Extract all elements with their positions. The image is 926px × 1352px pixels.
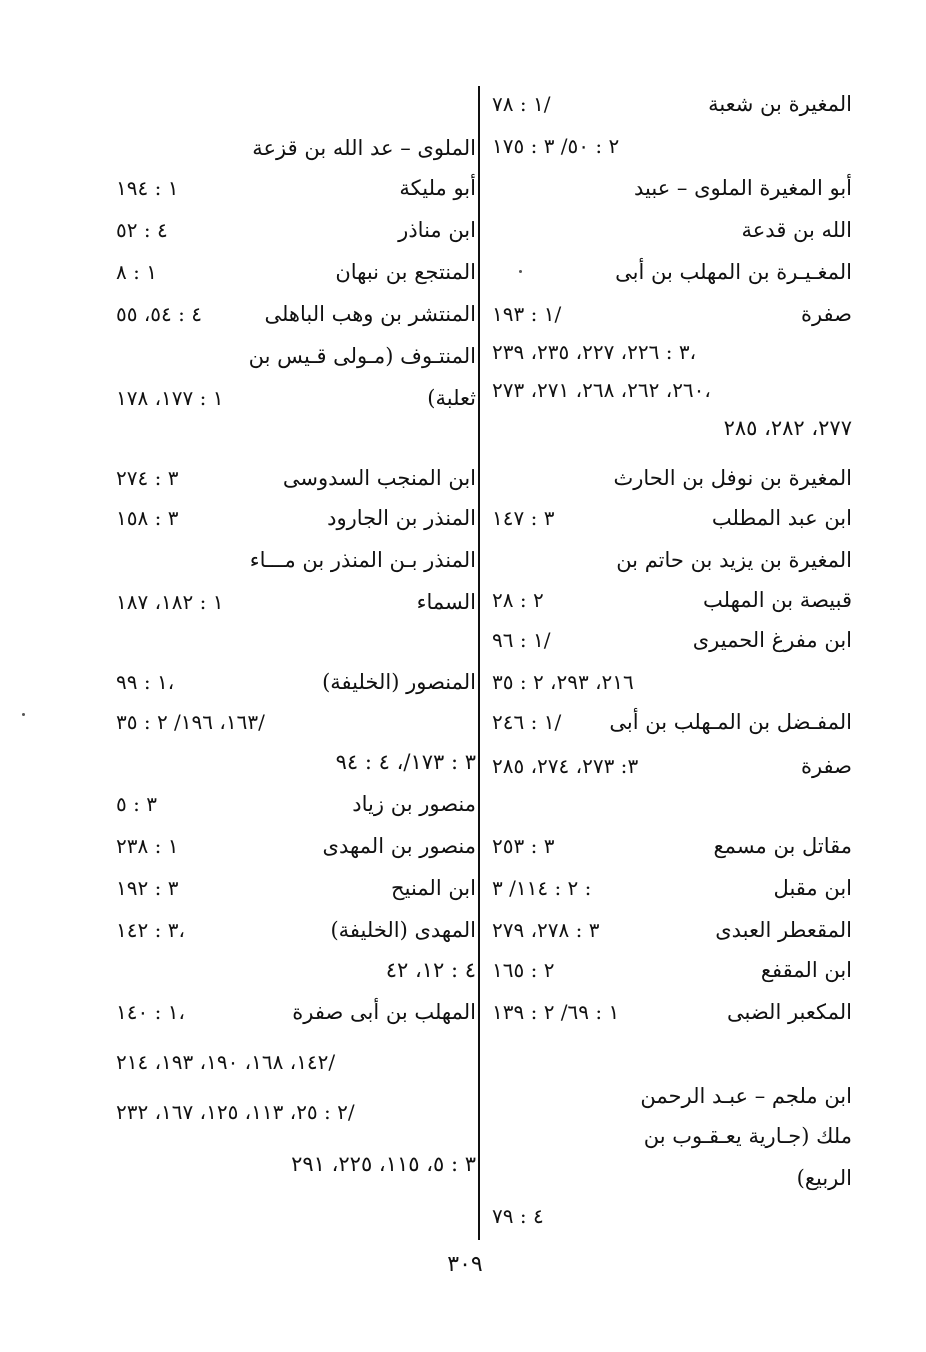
index-entry	[116, 168, 476, 208]
index-entry	[492, 826, 852, 866]
index-entry	[116, 868, 476, 908]
entry-reference: ١ : ٧٨/	[492, 92, 551, 116]
entry-text: الربيع)	[796, 1166, 852, 1190]
entry-text: ٣ : ٥، ١١٥، ٢٢٥، ٢٩١	[291, 1152, 476, 1176]
entry-text: الملوى – عد الله بن قزعة	[252, 136, 476, 160]
index-entry	[116, 1092, 476, 1132]
entry-name: المنتجع بن نبهان	[335, 260, 476, 284]
entry-text: ٣ : ١٧٣/، ٤ : ٩٤	[335, 750, 476, 774]
entry-reference: ٤ : ٧٩	[492, 1204, 544, 1228]
entry-reference: ٣ : ١٥٨	[116, 506, 179, 530]
entry-name: المهلب بن أبى صفرة	[292, 1000, 476, 1024]
entry-reference: ١ : ٦٩/ ٢ : ١٣٩	[492, 1000, 620, 1024]
entry-name: مقاتل بن مسمع	[713, 834, 852, 858]
entry-text: المغيرة بن يزيد بن حاتم بن	[616, 548, 852, 572]
speck	[22, 713, 25, 716]
entry-name: المكعبر الضبى	[727, 1000, 852, 1024]
index-entry	[116, 378, 476, 418]
entry-reference: ٢ : ١٦٥	[492, 958, 555, 982]
entry-name: قبيصة بن المهلب	[703, 588, 852, 612]
entry-text: المغيرة بن نوفل بن الحارث	[613, 466, 852, 490]
index-entry	[492, 458, 852, 498]
index-entry	[116, 498, 476, 538]
entry-name: ابن مناذر	[398, 218, 476, 242]
entry-reference: ٢ : ٢٨	[492, 588, 544, 612]
index-entry	[116, 784, 476, 824]
index-entry	[116, 128, 476, 168]
index-entry	[492, 702, 852, 742]
index-entry	[492, 294, 852, 334]
entry-name: صفرة	[800, 754, 852, 778]
entry-reference: ١ : ٢٣٨	[116, 834, 179, 858]
entry-text: ملك (جـارية يعـقـوب بن	[643, 1124, 852, 1148]
index-entry	[116, 742, 476, 782]
entry-text: أبو المغيرة الملوى – عبيد	[634, 176, 852, 200]
index-entry	[116, 1042, 476, 1082]
entry-name: المفـضل بن المـهلب بن أبى	[609, 710, 852, 734]
entry-name: ابن المقفع	[760, 958, 852, 982]
index-entry	[116, 252, 476, 292]
entry-reference: ١ : ١٧٧، ١٧٨	[116, 386, 224, 410]
entry-reference: ١ : ٩٩،	[116, 670, 175, 694]
entry-text: ابن ملجم – عبـد الرحمن	[640, 1084, 852, 1108]
entry-text: المغـيـرة بن المهلب بن أبى	[615, 260, 852, 284]
page-number: ٣٠٩	[447, 1252, 483, 1277]
entry-name: المهدى (الخليفة)	[330, 918, 476, 942]
entry-text: ٤ : ١٢، ٤٢	[385, 958, 476, 982]
entry-text: المنذر بـن المنذر بن مـــاء	[249, 548, 476, 572]
entry-name: ابن المنجب السدوسى	[282, 466, 476, 490]
entry-name: أبو مليكة	[399, 176, 476, 200]
entry-reference: ١ : ١٤٠،	[116, 1000, 185, 1024]
entry-reference: ٣ : ٢٧٤	[116, 466, 179, 490]
index-entry	[492, 540, 852, 580]
index-entry	[492, 580, 852, 620]
index-entry	[492, 910, 852, 950]
index-entry	[492, 332, 852, 372]
entry-reference: ١ : ٢٤٦/	[492, 710, 562, 734]
entry-name: صفرة	[800, 302, 852, 326]
entry-reference: ٢ : ٢٥، ١١٣، ١٢٥، ١٦٧، ٢٣٢/	[116, 1100, 355, 1124]
entry-name: المقعطر العبدى	[715, 918, 852, 942]
entry-name: منصور بن زياد	[352, 792, 476, 816]
index-entry	[492, 1076, 852, 1116]
entry-reference: ٣ : ٢٥٣	[492, 834, 555, 858]
index-entry	[492, 950, 852, 990]
entry-reference: ٣ : ٥	[116, 792, 157, 816]
entry-text: الله بن قدعة	[741, 218, 852, 242]
entry-reference: ٢ : ٥٠/ ٣ : ١٧٥	[492, 134, 620, 158]
entry-name: المنتشر بن وهب الباهلى	[264, 302, 476, 326]
entry-reference: ٣: ٢٧٣، ٢٧٤، ٢٨٥	[492, 754, 639, 778]
entry-name: ابن مقبل	[773, 876, 852, 900]
entry-name: المغيرة بن شعبة	[708, 92, 852, 116]
entry-name: ثعلبة)	[427, 386, 476, 410]
entry-reference: ٢ : ١١٤/ ٣ :	[492, 876, 592, 900]
index-entry	[116, 662, 476, 702]
entry-reference: ٤ : ٥٤، ٥٥	[116, 302, 202, 326]
entry-reference: ٣ : ٢٧٨، ٢٧٩	[492, 918, 600, 942]
entry-text: ٢٧٧، ٢٨٢، ٢٨٥	[723, 416, 852, 440]
index-entry	[492, 408, 852, 448]
entry-reference: ١ : ٨	[116, 260, 157, 284]
index-entry	[116, 582, 476, 622]
entry-reference: ١٤٢، ١٦٨، ١٩٠، ١٩٣، ٢١٤/	[116, 1050, 336, 1074]
entry-reference: ٣ : ١٤٧	[492, 506, 555, 530]
index-entry	[492, 1196, 852, 1236]
index-entry	[492, 252, 852, 292]
index-entry	[116, 992, 476, 1032]
index-entry	[492, 620, 852, 660]
entry-name: ابن مفرغ الحميرى	[692, 628, 852, 652]
index-entry	[492, 992, 852, 1032]
index-entry	[116, 950, 476, 990]
entry-name: المنذر بن الجارود	[327, 506, 476, 530]
index-entry	[116, 336, 476, 376]
index-entry	[116, 826, 476, 866]
speck	[519, 270, 522, 273]
index-entry	[492, 1158, 852, 1198]
index-entry	[492, 662, 852, 702]
index-entry	[492, 746, 852, 786]
entry-reference: ١ : ١٩٣/	[492, 302, 562, 326]
index-entry	[116, 458, 476, 498]
entry-name: ابن المنيح	[391, 876, 476, 900]
entry-name: السماء	[416, 590, 476, 614]
index-entry	[116, 294, 476, 334]
entry-reference: ١٦٣، ١٩٦/ ٢ : ٣٥/	[116, 710, 265, 734]
column-divider	[478, 86, 480, 1240]
index-entry	[116, 910, 476, 950]
index-entry	[492, 498, 852, 538]
index-entry	[492, 168, 852, 208]
entry-reference: ٣ : ١٤٢،	[116, 918, 185, 942]
index-entry	[492, 868, 852, 908]
entry-reference: ٣ : ٢٢٦، ٢٢٧، ٢٣٥، ٢٣٩،	[492, 340, 697, 364]
entry-text: المنتـوف (مـولى قـيس بن	[248, 344, 476, 368]
index-entry	[492, 210, 852, 250]
entry-reference: ٣ : ١٩٢	[116, 876, 179, 900]
index-entry	[492, 126, 852, 166]
index-entry	[492, 84, 852, 124]
entry-reference: ١ : ١٨٢، ١٨٧	[116, 590, 224, 614]
entry-reference: ١ : ١٩٤	[116, 176, 179, 200]
entry-reference: ٤ : ٥٢	[116, 218, 168, 242]
index-entry	[492, 1116, 852, 1156]
entry-reference: ٢١٦، ٢٩٣، ٢ : ٣٥	[492, 670, 634, 694]
entry-name: ابن عبد المطلب	[711, 506, 852, 530]
entry-name: المنصور (الخليفة)	[322, 670, 476, 694]
index-entry	[116, 540, 476, 580]
entry-reference: ٢٦٠، ٢٦٢، ٢٦٨، ٢٧١، ٢٧٣،	[492, 378, 711, 402]
index-entry	[116, 1144, 476, 1184]
index-entry	[116, 702, 476, 742]
entry-name: منصور بن المهدى	[322, 834, 476, 858]
entry-reference: ١ : ٩٦/	[492, 628, 551, 652]
index-entry	[116, 210, 476, 250]
index-entry	[492, 370, 852, 410]
